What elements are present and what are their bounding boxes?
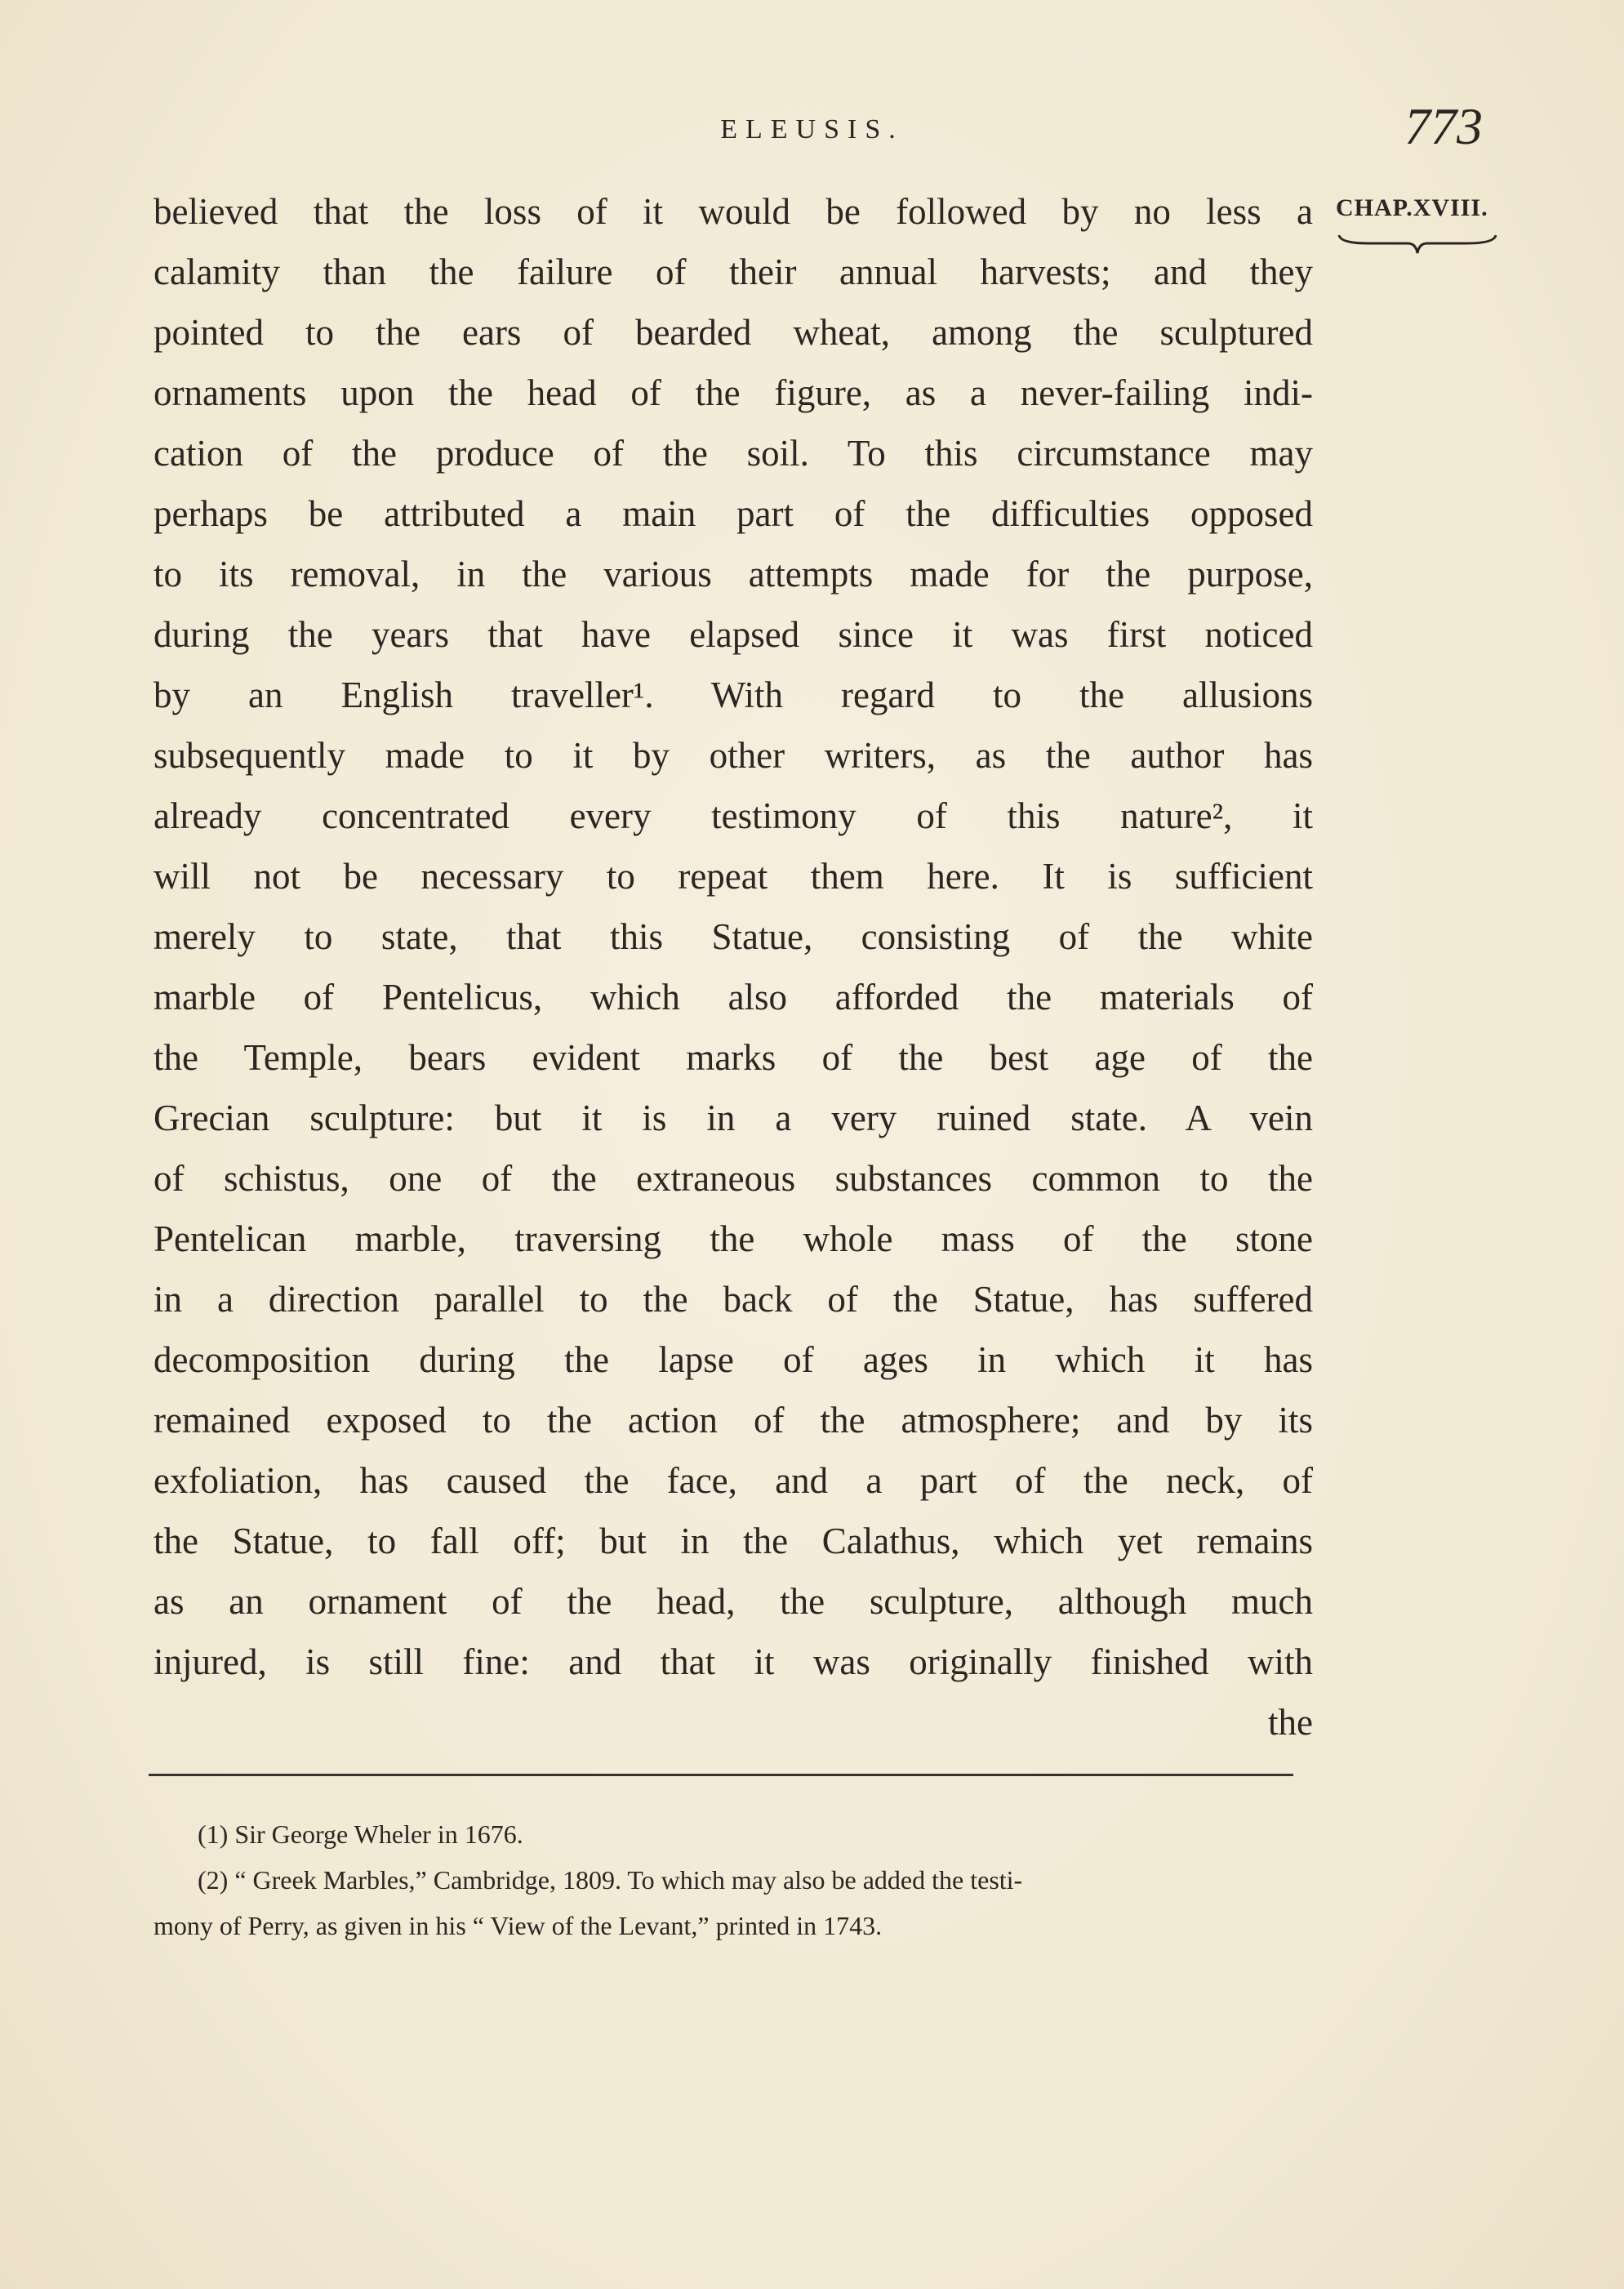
footnotes bbox=[154, 1811, 1313, 1948]
footnote-2-line-1: (2) “ Greek Marbles,” Cambridge, 1809. To which may also be added the testi- bbox=[198, 1865, 1023, 1895]
text-line: by an English traveller¹. With regard to the allusions bbox=[154, 675, 1313, 715]
text-line: as an ornament of the head, the sculpture, although much bbox=[154, 1581, 1313, 1622]
footnote-2-line-2: mony of Perry, as given in his “ View of the Levant,” printed in 1743. bbox=[154, 1911, 883, 1940]
text-line: Grecian sculpture: but it is in a very ruined state. A vein bbox=[154, 1098, 1313, 1138]
text-line: ornaments upon the head of the figure, as a never-failing indi- bbox=[154, 372, 1313, 413]
text-line: remained exposed to the action of the atmosphere; and by its bbox=[154, 1400, 1313, 1441]
text-line: the Temple, bears evident marks of the best age of the bbox=[154, 1037, 1313, 1078]
text-line: pointed to the ears of bearded wheat, among the sculptured bbox=[154, 312, 1313, 353]
text-line: believed that the loss of it would be followed by no less a bbox=[154, 191, 1313, 232]
text-line: to its removal, in the various attempts made for the purpose, bbox=[154, 554, 1313, 595]
text-line: during the years that have elapsed since it was first noticed bbox=[154, 614, 1313, 655]
text-line: cation of the produce of the soil. To this circumstance may bbox=[154, 433, 1313, 474]
footnote-rule bbox=[149, 1774, 1293, 1776]
page-number: 773 bbox=[1404, 97, 1483, 155]
chapter-brace-icon bbox=[1336, 230, 1499, 263]
text-line: decomposition during the lapse of ages in which it has bbox=[154, 1339, 1313, 1380]
main-text bbox=[154, 181, 1313, 1752]
text-line: Pentelican marble, traversing the whole mass of the stone bbox=[154, 1218, 1313, 1259]
running-head: ELEUSIS. bbox=[720, 114, 904, 145]
text-line: subsequently made to it by other writers, as the author has bbox=[154, 735, 1313, 776]
text-line: calamity than the failure of their annual harvests; and they bbox=[154, 252, 1313, 292]
text-line: will not be necessary to repeat them here. It is sufficient bbox=[154, 856, 1313, 897]
text-line: already concentrated every testimony of this nature², it bbox=[154, 795, 1313, 836]
text-line: in a direction parallel to the back of the Statue, has suffered bbox=[154, 1279, 1313, 1320]
text-line: of schistus, one of the extraneous substances common to the bbox=[154, 1158, 1313, 1199]
text-line: injured, is still fine: and that it was originally finished with bbox=[154, 1641, 1313, 1682]
text-line: merely to state, that this Statue, consisting of the white bbox=[154, 916, 1313, 957]
chapter-side-note: CHAP.XVIII. bbox=[1336, 194, 1488, 221]
footnote-1: (1) Sir George Wheler in 1676. bbox=[198, 1819, 523, 1849]
catchword: the bbox=[1268, 1702, 1313, 1743]
text-line: exfoliation, has caused the face, and a part of the neck, of bbox=[154, 1460, 1313, 1501]
text-line: perhaps be attributed a main part of the difficulties opposed bbox=[154, 493, 1313, 534]
text-line: marble of Pentelicus, which also afforded the materials of bbox=[154, 977, 1313, 1018]
text-line: the Statue, to fall off; but in the Calathus, which yet remains bbox=[154, 1521, 1313, 1561]
